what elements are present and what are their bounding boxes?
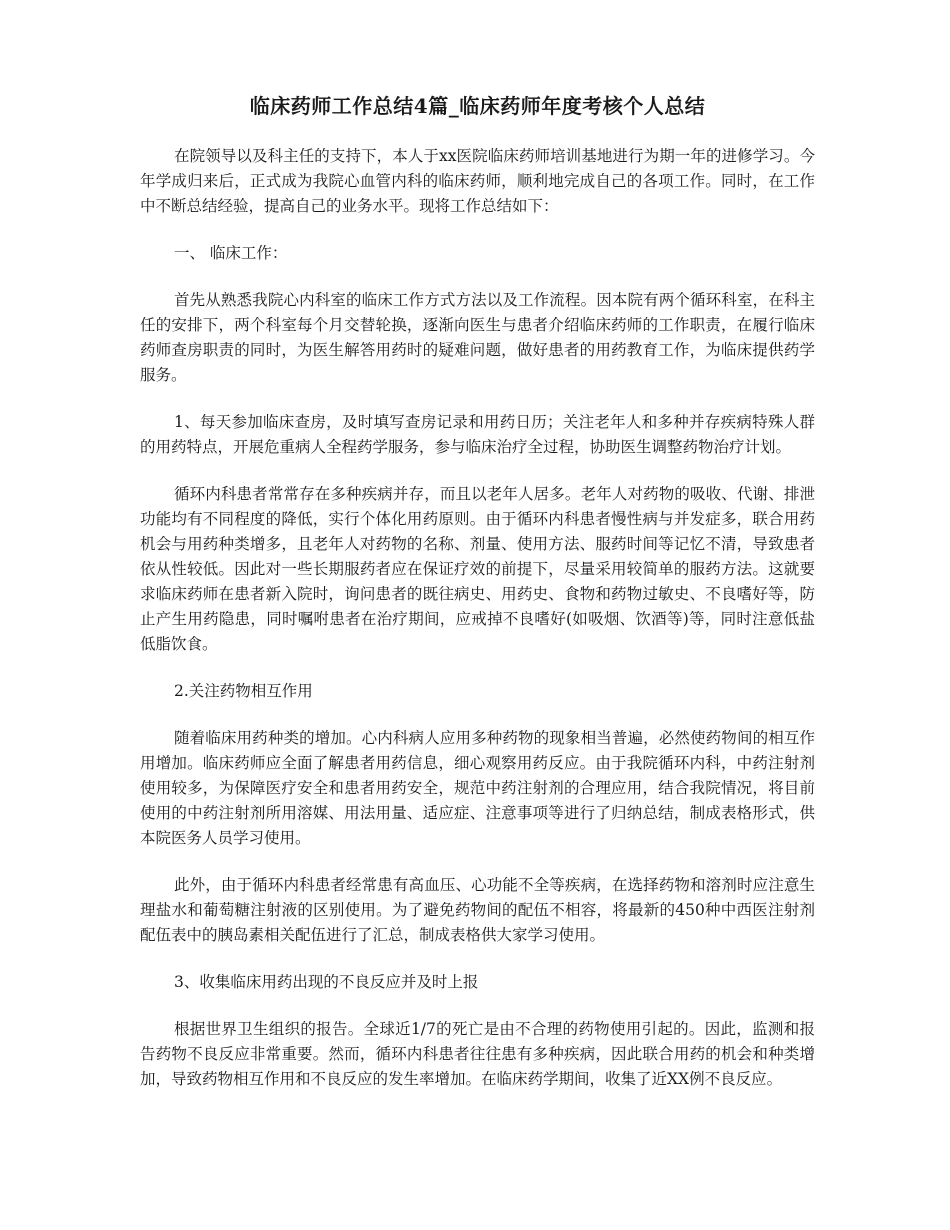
section-heading-clinical-work: 一、 临床工作：: [174, 244, 288, 262]
paragraph-adverse-reactions: 根据世界卫生组织的报告。全球近1/7的死亡是由不合理的药物使用引起的。因此，监测和报告药物不良反应非常重要。然而，循环内科患者往往患有多种疾病，因此联合用药的机会和种类增加，导致药物相互作用和不良反应的发生率增加。在临床药学期间，收集了近XX例不良反应。: [140, 1020, 815, 1088]
section-heading-adverse-reactions: 3、收集临床用药出现的不良反应并及时上报: [174, 973, 479, 991]
paragraph-elderly-patients: 循环内科患者常常存在多种疾病并存，而且以老年人居多。老年人对药物的吸收、代谢、排泄功能均有不同程度的降低，实行个体化用药原则。由于循环内科患者慢性病与并发症多，联合用药机会与用药种类增多，且老年人对药物的名称、剂量、使用方法、服药时间等记忆不清，导致患者依从性较低。因此对一些长期服药者应在保证疗效的前提下，尽量采用较简单的服药方法。这就要求临床药师在患者新入院时，询问患者的既往病史、用药史、食物和药物过敏史、不良嗜好等，防止产生用药隐患，同时嘱咐患者在治疗期间，应戒掉不良嗜好(如吸烟、饮酒等)等，同时注意低盐低脂饮食。: [140, 485, 815, 653]
section-heading-drug-interactions: 2.关注药物相互作用: [174, 682, 313, 700]
paragraph-intro: 在院领导以及科主任的支持下，本人于xx医院临床药师培训基地进行为期一年的进修学习。今年学成归来后，正式成为我院心血管内科的临床药师，顺利地完成自己的各项工作。同时，在工作中不断总结经验，提高自己的业务水平。现将工作总结如下：: [140, 147, 815, 215]
document-title: 临床药师工作总结4篇_临床药师年度考核个人总结: [249, 94, 706, 118]
paragraph-ward-rounds: 1、每天参加临床查房，及时填写查房记录和用药日历；关注老年人和多种并存疾病特殊人群的用药特点，开展危重病人全程药学服务，参与临床治疗全过程，协助医生调整药物治疗计划。: [140, 413, 815, 456]
paragraph-compatibility: 此外，由于循环内科患者经常患有高血压、心功能不全等疾病，在选择药物和溶剂时应注意生理盐水和葡萄糖注射液的区别使用。为了避免药物间的配伍不相容，将最新的450种中西医注射剂配伍表中的胰岛素相关配伍进行了汇总，制成表格供大家学习使用。: [140, 876, 815, 944]
paragraph-clinical-overview: 首先从熟悉我院心内科室的临床工作方式方法以及工作流程。因本院有两个循环科室，在科主任的安排下，两个科室每个月交替轮换，逐渐向医生与患者介绍临床药师的工作职责，在履行临床药师查房职责的同时，为医生解答用药时的疑难问题，做好患者的用药教育工作，为临床提供药学服务。: [140, 291, 815, 384]
paragraph-drug-interactions: 随着临床用药种类的增加。心内科病人应用多种药物的现象相当普遍，必然使药物间的相互作用增加。临床药师应全面了解患者用药信息，细心观察用药反应。由于我院循环内科，中药注射剂使用较多，为保障医疗安全和患者用药安全，规范中药注射剂的合理应用，结合我院情况，将目前使用的中药注射剂所用溶媒、用法用量、适应症、注意事项等进行了归纳总结，制成表格形式，供本院医务人员学习使用。: [140, 729, 815, 847]
